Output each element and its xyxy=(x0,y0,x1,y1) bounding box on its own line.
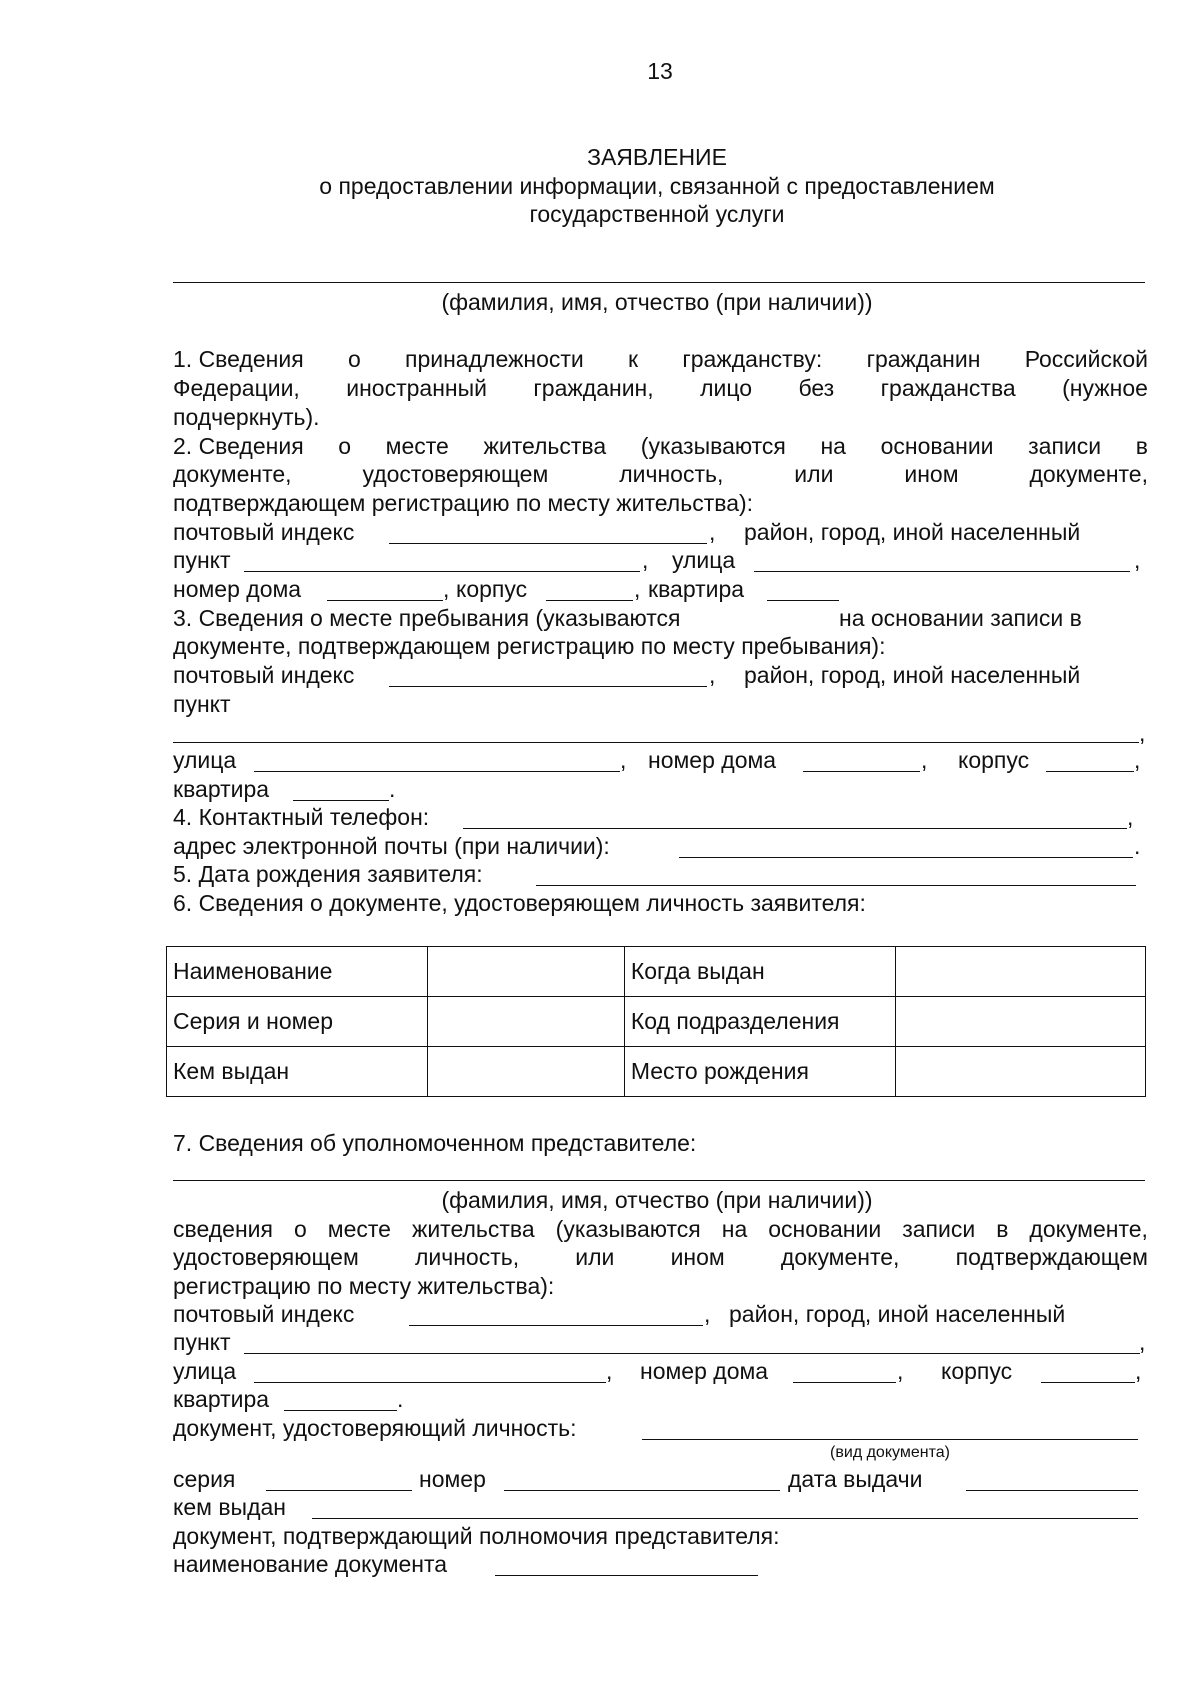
s7-heading: 7. Сведения об уполномоченном представителе: xyxy=(173,1130,697,1156)
comma: , xyxy=(1134,747,1141,773)
s2-punkt-label: пункт xyxy=(173,547,231,573)
word: в xyxy=(1135,433,1148,459)
section2-line1 xyxy=(173,435,1148,458)
s7-residence-line2 xyxy=(173,1246,1148,1269)
word: в xyxy=(996,1216,1009,1242)
word: месте xyxy=(385,433,449,459)
table-cell-label: Кем выдан xyxy=(167,1047,428,1097)
word: (нужное xyxy=(1062,375,1148,401)
section2-line2 xyxy=(173,463,1148,486)
section3-line1b: на основании записи в xyxy=(839,605,1082,631)
word: 1. Сведения xyxy=(173,346,304,372)
comma: , xyxy=(606,1358,613,1384)
word: удостоверяющем xyxy=(173,1244,359,1270)
word: жительства xyxy=(483,433,607,459)
table-cell-value[interactable] xyxy=(427,1047,624,1097)
s4-phone-label: 4. Контактный телефон: xyxy=(173,804,430,830)
section1-line3: подчеркнуть). xyxy=(173,404,320,430)
s7-issue-date-field[interactable] xyxy=(966,1490,1138,1491)
s7-korpus-field[interactable] xyxy=(1041,1382,1135,1383)
s3-house-label: номер дома xyxy=(648,747,777,773)
s2-flat-field[interactable] xyxy=(767,600,839,601)
table-cell-label: Место рождения xyxy=(624,1047,895,1097)
table-cell-value[interactable] xyxy=(427,997,624,1047)
s7-street-field[interactable] xyxy=(254,1382,606,1383)
document-subtitle-line2: государственной услуги xyxy=(529,201,785,227)
period: . xyxy=(1134,833,1141,859)
s7-house-label: номер дома xyxy=(640,1358,769,1384)
s7-district-label: район, город, иной населенный xyxy=(729,1301,1066,1327)
word: жительства xyxy=(411,1216,535,1242)
word: ином xyxy=(904,461,959,487)
section3-line2: документе, подтверждающем регистрацию по месту пребывания): xyxy=(173,633,886,659)
applicant-name-caption: (фамилия, имя, отчество (при наличии)) xyxy=(441,289,873,315)
word: лицо xyxy=(700,375,753,401)
email-field[interactable] xyxy=(679,857,1133,858)
comma: , xyxy=(709,662,716,688)
document-subtitle-line1: о предоставлении информации, связанной с предоставлением xyxy=(319,173,995,199)
id-document-table xyxy=(166,946,1146,1097)
s3-punkt-field[interactable] xyxy=(173,742,1139,743)
comma: , xyxy=(1134,547,1141,573)
word: записи xyxy=(902,1216,976,1242)
word: документе, xyxy=(1029,461,1148,487)
comma: , xyxy=(897,1358,904,1384)
word: (указываются xyxy=(640,433,786,459)
s3-punkt-label: пункт xyxy=(173,691,231,717)
table-cell-value[interactable] xyxy=(895,947,1145,997)
comma: , xyxy=(443,576,450,602)
s7-series-label: серия xyxy=(173,1466,236,1492)
table-cell-value[interactable] xyxy=(895,997,1145,1047)
s7-issue-date-label: дата выдачи xyxy=(788,1466,923,1492)
s5-birth-label: 5. Дата рождения заявителя: xyxy=(173,861,483,887)
comma: , xyxy=(704,1301,711,1327)
period: . xyxy=(397,1386,404,1412)
s3-street-field[interactable] xyxy=(254,771,620,772)
s7-issued-by-label: кем выдан xyxy=(173,1494,286,1520)
word: о xyxy=(338,433,352,459)
section1-line1 xyxy=(173,348,1148,371)
table-row xyxy=(167,997,1146,1047)
s7-id-doc-field[interactable] xyxy=(642,1439,1138,1440)
s3-house-field[interactable] xyxy=(803,771,920,772)
word: гражданин, xyxy=(533,375,654,401)
s4-email-label: адрес электронной почты (при наличии): xyxy=(173,833,610,859)
word: 2. Сведения xyxy=(173,433,304,459)
s7-punkt-field[interactable] xyxy=(244,1353,1140,1354)
word: о xyxy=(293,1216,307,1242)
s7-punkt-label: пункт xyxy=(173,1329,231,1355)
s2-district-label: район, город, иной населенный xyxy=(744,519,1081,545)
birth-date-field[interactable] xyxy=(536,885,1136,886)
document-title: ЗАЯВЛЕНИЕ xyxy=(587,144,727,170)
table-cell-value[interactable] xyxy=(427,947,624,997)
word: гражданства xyxy=(880,375,1016,401)
word: на xyxy=(721,1216,748,1242)
comma: , xyxy=(642,547,649,573)
page-number: 13 xyxy=(647,58,673,84)
s7-id-doc-caption: (вид документа) xyxy=(830,1444,950,1461)
s3-flat-label: квартира xyxy=(173,776,270,802)
s2-postcode-field[interactable] xyxy=(389,543,707,544)
s7-authority-name-field[interactable] xyxy=(495,1575,758,1576)
s7-residence-line1 xyxy=(173,1218,1148,1241)
word: документе, xyxy=(780,1244,900,1270)
word: сведения xyxy=(173,1216,273,1242)
word: Федерации, xyxy=(173,375,300,401)
word: или xyxy=(794,461,834,487)
s7-postcode-field[interactable] xyxy=(409,1325,703,1326)
representative-name-field[interactable] xyxy=(173,1180,1145,1181)
word: без xyxy=(798,375,835,401)
table-cell-label: Когда выдан xyxy=(624,947,895,997)
table-cell-label: Серия и номер xyxy=(167,997,428,1047)
s2-house-label: номер дома xyxy=(173,576,302,602)
word: к xyxy=(628,346,639,372)
comma: , xyxy=(1127,804,1134,830)
section2-line3: подтверждающем регистрацию по месту жительства): xyxy=(173,490,754,516)
s2-street-field[interactable] xyxy=(754,571,1130,572)
comma: , xyxy=(634,576,641,602)
s3-korpus-label: корпус xyxy=(958,747,1030,773)
word: (указываются xyxy=(555,1216,701,1242)
s7-flat-field[interactable] xyxy=(284,1410,397,1411)
comma: , xyxy=(921,747,928,773)
s7-residence-line3: регистрацию по месту жительства): xyxy=(173,1273,555,1299)
comma: , xyxy=(620,747,627,773)
section1-line2 xyxy=(173,377,1148,400)
word: на xyxy=(820,433,846,459)
s3-postcode-label: почтовый индекс xyxy=(173,662,355,688)
comma: , xyxy=(1139,1329,1146,1355)
applicant-name-field[interactable] xyxy=(173,282,1145,283)
s7-street-label: улица xyxy=(173,1358,237,1384)
word: гражданин xyxy=(866,346,981,372)
word: о xyxy=(347,346,361,372)
word: документе, xyxy=(173,461,292,487)
word: месте xyxy=(327,1216,391,1242)
word: основании xyxy=(768,1216,882,1242)
section3-line1a: 3. Сведения о месте пребывания (указываются xyxy=(173,605,681,631)
s2-korpus-label: корпус xyxy=(456,576,528,602)
word: ином xyxy=(670,1244,725,1270)
s7-authority-name-label: наименование документа xyxy=(173,1551,448,1577)
table-cell-label: Наименование xyxy=(167,947,428,997)
s2-postcode-label: почтовый индекс xyxy=(173,519,355,545)
s2-house-field[interactable] xyxy=(327,600,443,601)
s3-korpus-field[interactable] xyxy=(1046,771,1134,772)
word: личность, xyxy=(619,461,724,487)
word: принадлежности xyxy=(405,346,584,372)
comma: , xyxy=(709,519,716,545)
s2-street-label: улица xyxy=(672,547,736,573)
s7-id-doc-label: документ, удостоверяющий личность: xyxy=(173,1415,577,1441)
s7-name-caption: (фамилия, имя, отчество (при наличии)) xyxy=(441,1187,873,1213)
word: личность, xyxy=(414,1244,520,1270)
word: записи xyxy=(1028,433,1102,459)
s7-series-field[interactable] xyxy=(266,1490,412,1491)
table-cell-value[interactable] xyxy=(895,1047,1145,1097)
word: удостоверяющем xyxy=(362,461,549,487)
word: иностранный xyxy=(346,375,487,401)
word: или xyxy=(575,1244,615,1270)
s2-flat-label: квартира xyxy=(648,576,745,602)
table-row xyxy=(167,947,1146,997)
word: документе, xyxy=(1029,1216,1148,1242)
comma: , xyxy=(1135,1358,1142,1384)
s7-number-label: номер xyxy=(419,1466,486,1492)
s7-korpus-label: корпус xyxy=(941,1358,1013,1384)
s7-issued-by-field[interactable] xyxy=(312,1518,1138,1519)
word: основании xyxy=(880,433,994,459)
s3-district-label: район, город, иной населенный xyxy=(744,662,1081,688)
table-cell-label: Код подразделения xyxy=(624,997,895,1047)
s7-flat-label: квартира xyxy=(173,1386,270,1412)
s2-punkt-field[interactable] xyxy=(244,571,640,572)
comma: , xyxy=(1139,720,1146,746)
phone-field[interactable] xyxy=(463,828,1127,829)
s2-korpus-field[interactable] xyxy=(546,600,633,601)
s3-street-label: улица xyxy=(173,747,237,773)
s3-flat-field[interactable] xyxy=(293,800,389,801)
table-row xyxy=(167,1047,1146,1097)
s6-heading: 6. Сведения о документе, удостоверяющем личность заявителя: xyxy=(173,890,866,916)
word: подтверждающем xyxy=(955,1244,1148,1270)
period: . xyxy=(389,776,396,802)
s7-authority-doc: документ, подтверждающий полномочия представителя: xyxy=(173,1523,780,1549)
s7-house-field[interactable] xyxy=(793,1382,896,1383)
s7-number-field[interactable] xyxy=(504,1490,780,1491)
word: Российской xyxy=(1024,346,1148,372)
word: гражданству: xyxy=(682,346,823,372)
s7-postcode-label: почтовый индекс xyxy=(173,1301,355,1327)
s3-postcode-field[interactable] xyxy=(389,686,707,687)
